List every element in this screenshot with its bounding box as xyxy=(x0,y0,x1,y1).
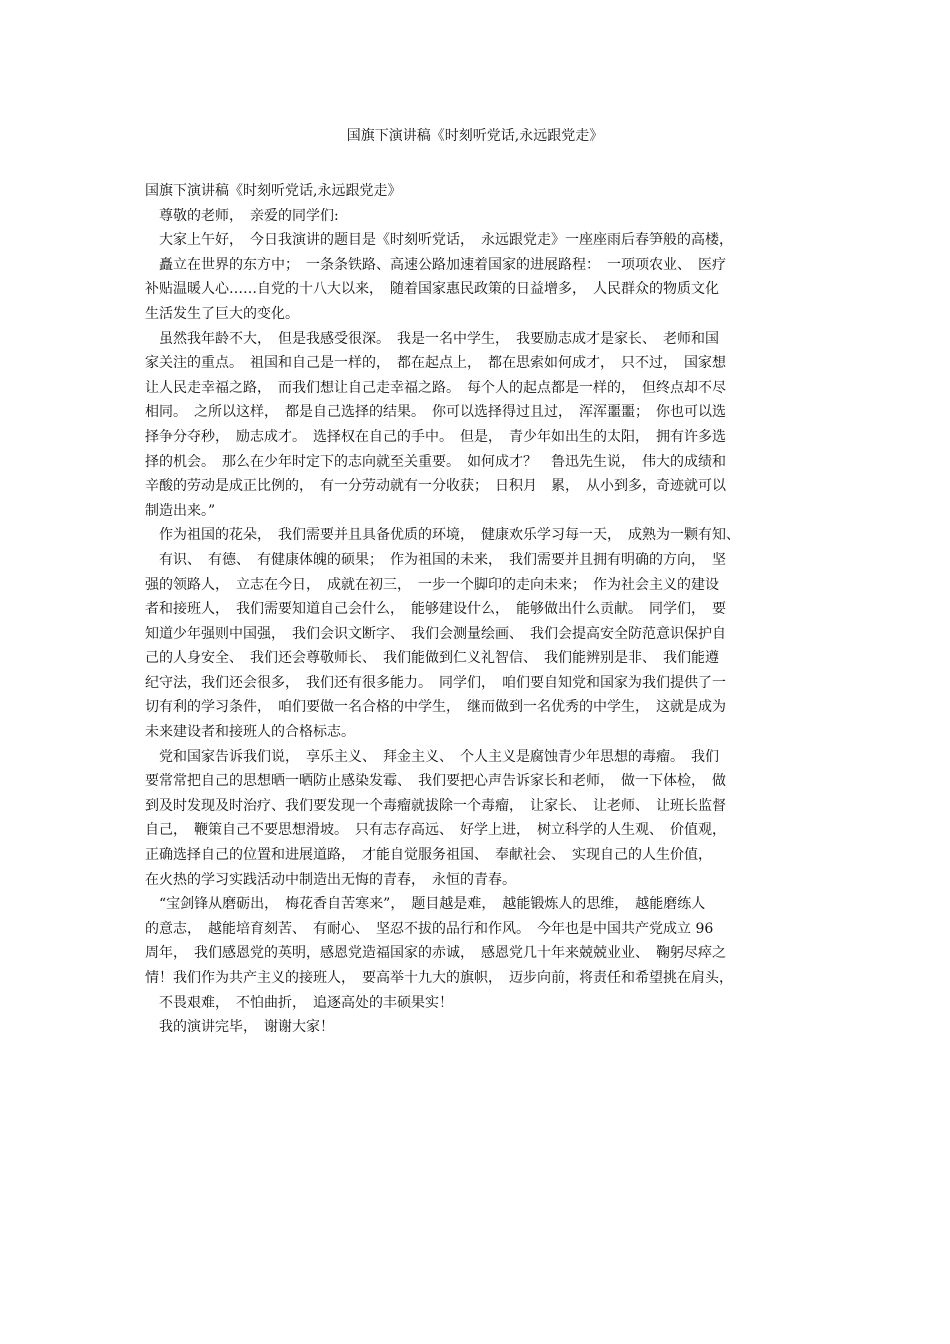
body-line: 作为祖国的花朵， 我们需要并且具备优质的环境， 健康欢乐学习每一天， 成熟为一颗有知、 xyxy=(145,527,740,544)
body-line: 知道少年强则中国强， 我们会识文断字、 我们会测量绘画、 我们会提高安全防范意识保护自 xyxy=(145,625,726,642)
body-line: 矗立在世界的东方中； 一条条铁路、高速公路加速着国家的进展路程： 一项项农业、 医疗 xyxy=(145,256,726,273)
body-line: 的意志， 越能培育刻苦、 有耐心、 坚忍不拔的品行和作风。 今年也是中国共产党成立 96 xyxy=(145,920,714,937)
body-line: 生活发生了巨大的变化。 xyxy=(145,305,299,322)
body-line: 大家上午好， 今日我演讲的题目是《时刻听党话， 永远跟党走》一座座雨后春笋般的高楼， xyxy=(145,232,733,249)
body-line: 尊敬的老师， 亲爱的同学们: xyxy=(145,207,339,224)
speech-body xyxy=(145,179,825,1040)
body-line: 自己， 鞭策自己不要思想滑坡。 只有志存高远、 好学上进， 树立科学的人生观、 价值观， xyxy=(145,822,726,839)
body-line: 要常常把自己的思想晒一晒防止感染发霉、 我们要把心声告诉家长和老师， 做一下体检， 做 xyxy=(145,773,726,790)
body-line: “宝剑锋从磨砺出， 梅花香自苦寒来”， 题目越是难， 越能锻炼人的思维， 越能磨练人 xyxy=(145,896,706,913)
body-line: 补贴温暖人心……自党的十八大以来， 随着国家惠民政策的日益增多， 人民群众的物质文化 xyxy=(145,281,719,298)
body-line: 强的领路人， 立志在今日， 成就在初三， 一步一个脚印的走向未来； 作为社会主义的建设 xyxy=(145,576,719,593)
body-line: 党和国家告诉我们说， 享乐主义、 拜金主义、 个人主义是腐蚀青少年思想的毒瘤。 我们 xyxy=(145,748,719,765)
body-line: 未来建设者和接班人的合格标志。 xyxy=(145,724,355,741)
page-title: 国旗下演讲稿《时刻听党话,永远跟党走》 xyxy=(346,128,604,144)
body-line: 切有利的学习条件， 咱们要做一名合格的中学生， 继而做到一名优秀的中学生， 这就是成为 xyxy=(145,699,726,716)
body-line: 在火热的学习实践活动中制造出无悔的青春， 永恒的青春。 xyxy=(145,871,516,888)
body-line: 不畏艰难， 不怕曲折， 追逐高处的丰硕果实！ xyxy=(145,994,453,1011)
body-line: 家关注的重点。 祖国和自己是一样的， 都在起点上， 都在思索如何成才， 只不过， 国家想 xyxy=(145,355,726,372)
body-line: 辛酸的劳动是成正比例的， 有一分劳动就有一分收获； 日积月 累， 从小到多，奇迹就可以 xyxy=(145,478,726,495)
body-line: 己的人身安全、 我们还会尊敬师长、 我们能做到仁义礼智信、 我们能辨别是非、 我们能遵 xyxy=(145,650,719,667)
body-line: 周年， 我们感恩党的英明，感恩党造福国家的赤诚， 感恩党几十年来兢兢业业、 鞠躬尽瘁之 xyxy=(145,945,726,962)
body-line: 国旗下演讲稿《时刻听党话,永远跟党走》 xyxy=(145,183,402,199)
body-line: 相同。 之所以这样， 都是自己选择的结果。 你可以选择得过且过， 浑浑噩噩； 你也可以选 xyxy=(145,404,726,421)
body-line: 制造出来。” xyxy=(145,502,216,519)
body-line: 让人民走幸福之路， 而我们想让自己走幸福之路。 每个人的起点都是一样的， 但终点却不尽 xyxy=(145,379,726,396)
body-line: 到及时发现及时治疗、我们要发现一个毒瘤就拔除一个毒瘤， 让家长、 让老师、 让班长监督 xyxy=(145,797,726,814)
body-line: 虽然我年龄不大， 但是我感受很深。 我是一名中学生， 我要励志成才是家长、 老师和国 xyxy=(145,330,719,347)
body-line: 正确选择自己的位置和进展道路， 才能自觉服务祖国、 奉献社会、 实现自己的人生价值， xyxy=(145,847,712,864)
body-line: 择的机会。 那么在少年时定下的志向就至关重要。 如何成才？ 鲁迅先生说， 伟大的成绩和 xyxy=(145,453,726,470)
body-line: 纪守法，我们还会很多， 我们还有很多能力。 同学们， 咱们要自知党和国家为我们提供了一 xyxy=(145,674,726,691)
body-line: 情！我们作为共产主义的接班人， 要高举十九大的旗帜， 迈步向前，将责任和希望挑在肩头， xyxy=(145,970,733,986)
body-line: 我的演讲完毕， 谢谢大家！ xyxy=(145,1019,334,1036)
body-line: 有识、 有德、 有健康体魄的硕果； 作为祖国的未来， 我们需要并且拥有明确的方向， 坚 xyxy=(145,551,726,568)
body-line: 者和接班人， 我们需要知道自己会什么， 能够建设什么， 能够做出什么贡献。 同学们， 要 xyxy=(145,601,726,618)
body-line: 择争分夺秒， 励志成才。 选择权在自己的手中。 但是， 青少年如出生的太阳， 拥有许多选 xyxy=(145,428,726,445)
